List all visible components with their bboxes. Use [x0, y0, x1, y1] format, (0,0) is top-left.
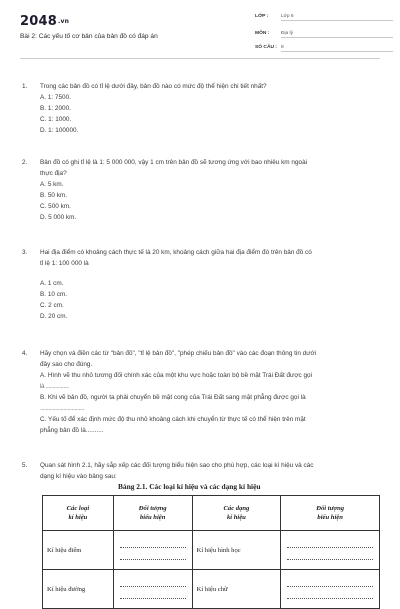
question-stem-line: Bản đồ có ghi tỉ lệ là 1: 5 000 000, vậy 1 cm trên bản đồ sẽ tương ứng với bao nhiêu km ngoài: [40, 159, 308, 166]
question-number: 4.: [22, 350, 28, 357]
answer-cell: [113, 531, 192, 570]
answer-cell: [113, 570, 192, 609]
question-stem-line: Hai địa điểm có khoảng cách thực tế là 20 km, khoảng cách giữa hai địa điểm đó trên bản đồ có: [40, 249, 312, 256]
meta-label: SỐ CÂU :: [255, 45, 278, 50]
answer-option-d: D. 1: 100000.: [40, 127, 79, 134]
answer-option-b: B. 10 cm.: [40, 291, 67, 298]
table-cell: Kí hiệu điểm: [43, 531, 114, 570]
answer-cell: [281, 570, 380, 609]
fill-in-blank: là .................: [40, 383, 69, 390]
question-stem-line: Hãy chọn và điền các từ "bản đồ", "tỉ lệ bản đồ", "phép chiếu bản đồ" vào các đoạn thông tin dưới: [40, 350, 317, 357]
document-title: Bài 2: Các yếu tố cơ bản của bản đồ có đáp án: [20, 33, 158, 40]
question-5: [22, 460, 380, 482]
answer-option-d: D. 20 cm.: [40, 313, 68, 320]
answer-option-a: A. 1: 7500.: [40, 94, 71, 101]
meta-subject: [255, 31, 393, 38]
meta-value: Lớp 6: [281, 14, 393, 21]
question-stem-line: tỉ lệ 1: 100 000 là: [40, 260, 89, 267]
logo-text: 2048: [20, 14, 57, 29]
answer-option-b: B. 50 km.: [40, 192, 67, 199]
dotted-blank: [120, 540, 186, 548]
question-stem-line: Quan sát hình 2.1, hãy sắp xếp các đối tượng biểu hiện sao cho phù hợp, các loại kí hiệu và các: [40, 462, 314, 469]
header-divider: [20, 58, 380, 59]
meta-label: LỚP :: [255, 14, 269, 19]
table-row: [43, 570, 380, 609]
question-stem-line: thực địa?: [40, 170, 67, 177]
question-number: 3.: [22, 249, 28, 256]
question-1: [22, 81, 380, 136]
meta-question-count: [255, 45, 393, 52]
question-stem-line: đây sao cho đúng.: [40, 361, 93, 368]
logo-suffix: .vn: [57, 18, 70, 25]
answer-option-a: A. 1 cm.: [40, 280, 64, 287]
question-number: 1.: [22, 83, 28, 90]
column-header: Các loại kí hiệu: [43, 496, 114, 531]
answer-option-c: C. 1: 1000.: [40, 116, 72, 123]
dotted-blank: [287, 552, 373, 560]
table-row: [43, 531, 380, 570]
dotted-blank: [287, 579, 373, 587]
answer-option-a: A. 5 km.: [40, 181, 64, 188]
dotted-blank: [120, 579, 186, 587]
answer-cell: [281, 531, 380, 570]
question-stem: Trong các bản đồ có tỉ lệ dưới đây, bản đồ nào có mức độ thể hiện chi tiết nhất?: [40, 83, 267, 90]
meta-value: 8: [281, 45, 393, 52]
column-header: Đối tượng biểu hiện: [113, 496, 192, 531]
fill-in-line: B. Khi vẽ bản đồ, người ta phải chuyển bề mặt cong của Trái Đất sang mặt phẳng được gọi là: [40, 394, 306, 401]
answer-option-b: B. 1: 2000.: [40, 105, 71, 112]
table-cell: Kí hiệu hình học: [192, 531, 281, 570]
question-2: [22, 157, 380, 223]
symbols-table: [42, 495, 380, 609]
dotted-blank: [287, 591, 373, 599]
answer-option-d: D. 5 000 km.: [40, 214, 77, 221]
question-number: 2.: [22, 159, 28, 166]
meta-class: [255, 14, 393, 21]
question-4: [22, 348, 380, 436]
fill-in-line: phẳng bản đồ là..........: [40, 427, 104, 434]
question-number: 5.: [22, 462, 28, 469]
answer-option-c: C. 500 km.: [40, 203, 71, 210]
table-cell: Kí hiệu đường: [43, 570, 114, 609]
answer-option-c: C. 2 cm.: [40, 302, 64, 309]
meta-value: Địa lý: [281, 31, 393, 38]
table-caption: Bảng 2.1. Các loại kí hiệu và các dạng kí hiệu: [118, 482, 261, 491]
table-cell: Kí hiệu chữ: [192, 570, 281, 609]
column-header: Đối tượng biểu hiện: [281, 496, 380, 531]
fill-in-blank: ................................: [40, 405, 85, 412]
spacer: [40, 269, 380, 278]
column-header: Các dạng kí hiệu: [192, 496, 281, 531]
dotted-blank: [287, 540, 373, 548]
dotted-blank: [120, 591, 186, 599]
question-3: [22, 247, 380, 322]
dotted-blank: [120, 552, 186, 560]
question-stem-line: dạng kí hiệu vào bảng sau:: [40, 473, 117, 480]
table-header-row: [43, 496, 380, 531]
fill-in-line: C. Yếu tố để xác định mức độ thu nhỏ khoảng cách khi chuyển từ thực tế có thể hiện trên mặt: [40, 416, 306, 423]
fill-in-line: A. Hình vẽ thu nhỏ tương đối chính xác của một khu vực hoặc toàn bộ bề mặt Trái Đất được gọi: [40, 372, 313, 379]
meta-label: MÔN :: [255, 31, 270, 36]
site-logo[interactable]: [20, 14, 69, 29]
